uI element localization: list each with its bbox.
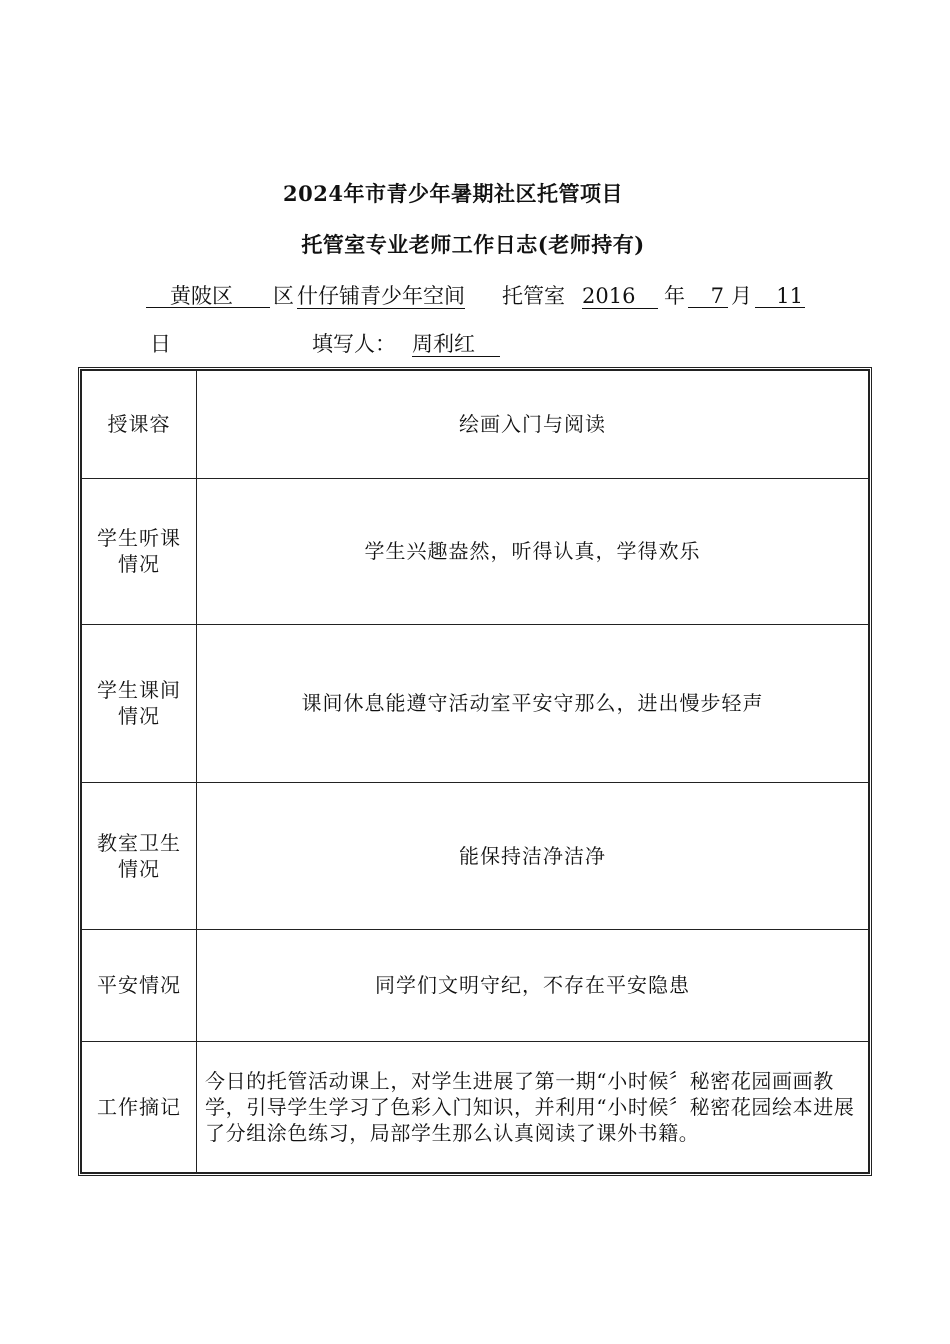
month-field: 7 [688, 284, 728, 308]
row-content: 学生兴趣盎然，听得认真，学得欢乐 [197, 478, 870, 624]
row-content: 课间休息能遵守活动室平安守那么，进出慢步轻声 [197, 624, 870, 782]
work-log-table [80, 369, 870, 1174]
district-field: 黄陂区 [146, 284, 270, 308]
row-label: 工作摘记 [81, 1041, 197, 1173]
year-field: 2016 [582, 284, 658, 309]
row-label: 教室卫生情况 [81, 782, 197, 929]
day-suffix: 日 [150, 332, 171, 356]
row-label: 平安情况 [81, 929, 197, 1041]
venue-field: 什仔铺青少年空间 [297, 284, 465, 308]
writer-label: 填写人： [312, 332, 396, 356]
page-title: 2024年市青少年暑期社区托管项目 [283, 181, 623, 206]
table-row [81, 1041, 869, 1173]
row-content: 能保持洁净洁净 [197, 782, 870, 929]
table-row [81, 782, 869, 929]
row-content: 今日的托管活动课上，对学生进展了第一期“小时候〞秘密花园画画教学，引导学生学习了色彩入门知识，并利用“小时候〞秘密花园绘本进展了分组涂色练习，局部学生那么认真阅读了课外书籍。 [197, 1041, 870, 1173]
page-subtitle: 托管室专业老师工作日志(老师持有) [301, 232, 645, 257]
year-suffix: 年 [664, 284, 685, 308]
row-label: 授课容 [81, 370, 197, 478]
district-suffix: 区 [273, 284, 294, 308]
writer-field: 周利红 [412, 332, 500, 357]
row-content: 绘画入门与阅读 [197, 370, 870, 478]
month-suffix: 月 [731, 284, 752, 308]
venue-suffix: 托管室 [502, 284, 565, 308]
row-label: 学生听课情况 [81, 478, 197, 624]
table-row [81, 624, 869, 782]
table-row [81, 478, 869, 624]
row-content: 同学们文明守纪，不存在平安隐患 [197, 929, 870, 1041]
table-row [81, 929, 869, 1041]
day-field: 11 [755, 284, 805, 308]
table-row [81, 370, 869, 478]
row-label: 学生课间情况 [81, 624, 197, 782]
